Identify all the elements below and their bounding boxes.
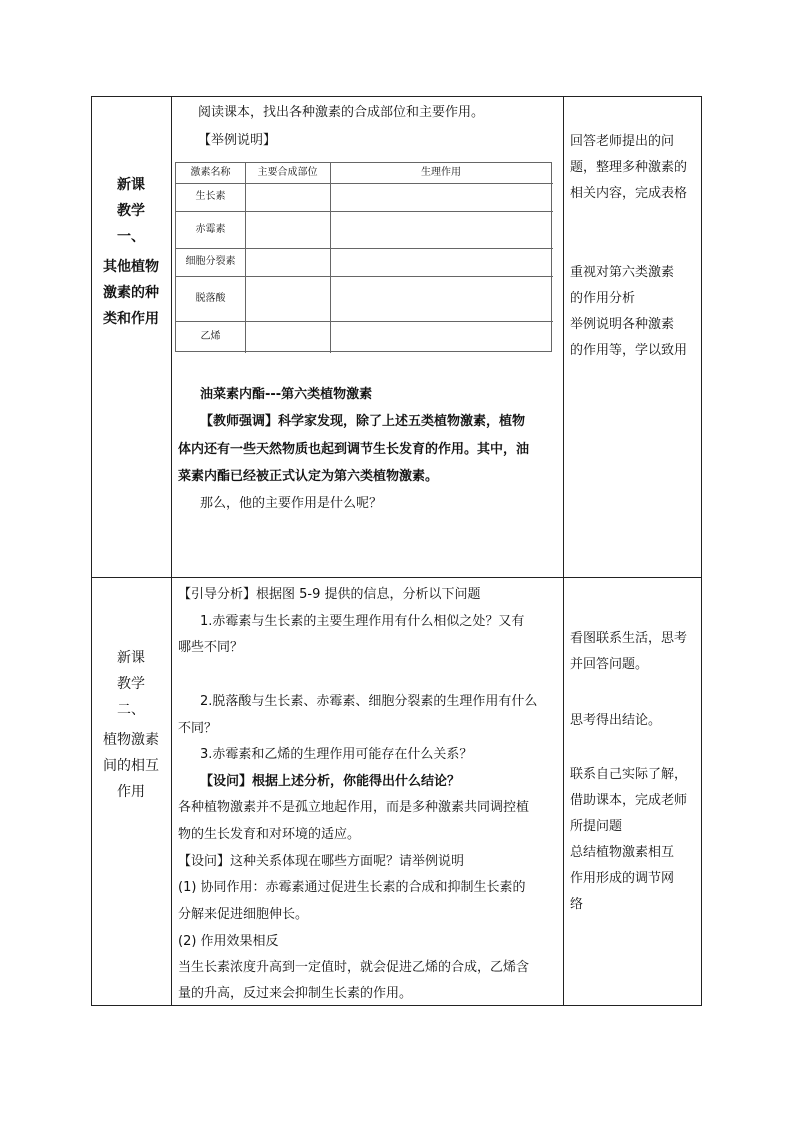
- set-question-2: 【设问】这种关系体现在哪些方面呢？请举例说明: [178, 854, 465, 869]
- student-activity-line: 总结植物激素相互: [570, 845, 675, 860]
- antagonism-line: 量的升高，反过来会抑制生长素的作用。: [178, 986, 413, 1001]
- hormone-name-cell: 乙烯: [200, 331, 221, 342]
- student-activity-line: 看图联系生活，思考: [570, 631, 688, 646]
- table-right-border: [701, 96, 702, 1005]
- student-activity-line: 络: [570, 897, 584, 912]
- student-activity-1b: [570, 260, 687, 364]
- question-text: 那么，他的主要作用是什么呢？: [200, 496, 383, 511]
- teacher-emphasis-line: 【教师强调】科学家发现，除了上述五类植物激素，植物: [200, 414, 526, 429]
- question-1-line: 1.赤霉素与生长素的主要生理作用有什么相似之处？又有: [200, 614, 525, 629]
- student-activity-line: 重视对第六类激素: [570, 265, 675, 280]
- student-activity-line: 作用形成的调节网: [570, 871, 675, 886]
- stage-title-line: 作用: [117, 784, 145, 800]
- hormone-table-header: 激素名称: [190, 167, 231, 178]
- student-activity-line: 回答老师提出的问: [570, 134, 675, 149]
- stage-cell-1: [92, 172, 170, 332]
- stage-label-line: 教学: [117, 676, 145, 692]
- teacher-emphasis-line: 菜素内酯已经被正式认定为第六类植物激素。: [178, 469, 439, 484]
- stage-title-line: 间的相互: [103, 758, 159, 774]
- stage-cell-2: [92, 645, 170, 805]
- question-1-line: 哪些不同？: [178, 640, 244, 655]
- table-col-divider-1: [171, 96, 172, 1005]
- sixth-hormone-title: 油菜素内酯---第六类植物激素: [200, 387, 373, 402]
- example-tag: 【举例说明】: [198, 133, 277, 148]
- hormone-table-header: 生理作用: [421, 167, 461, 178]
- stage-label-line: 新课: [117, 177, 145, 193]
- student-activity-2c: 思考得出结论。: [570, 713, 662, 728]
- question-3-text: 3.赤霉素和乙烯的生理作用可能存在什么关系？: [200, 747, 473, 762]
- antagonism-heading: (2) 作用效果相反: [178, 934, 279, 949]
- stage-label-line: 二、: [117, 702, 145, 718]
- table-col-divider-2: [563, 96, 564, 1005]
- question-2-line: 2.脱落酸与生长素、赤霉素、细胞分裂素的生理作用有什么: [200, 694, 538, 709]
- hormone-table: [175, 162, 552, 352]
- student-activity-line: 的作用分析: [570, 291, 636, 306]
- synergy-line: 分解来促进细胞伸长。: [178, 907, 309, 922]
- guide-analysis-text: 【引导分析】根据图 5-9 提供的信息，分析以下问题: [178, 587, 481, 602]
- stage-label-line: 一、: [117, 229, 145, 245]
- table-bottom-border: [91, 1005, 702, 1006]
- student-activity-line: 联系自己实际了解，: [570, 767, 688, 782]
- antagonism-line: 当生长素浓度升高到一定值时，就会促进乙烯的合成，乙烯含: [178, 960, 530, 975]
- intro-text: 阅读课本，找出各种激素的合成部位和主要作用。: [198, 105, 485, 120]
- stage-title-line: 激素的种: [103, 285, 159, 301]
- hormone-table-col-divider: [245, 163, 246, 353]
- stage-title-line: 植物激素: [103, 732, 159, 748]
- student-activity-2d: [570, 762, 687, 918]
- question-2-line: 不同？: [178, 721, 218, 736]
- stage-label-line: 教学: [117, 203, 145, 219]
- teacher-emphasis-line: 体内还有一些天然物质也起到调节生长发育的作用。其中，油: [178, 442, 530, 457]
- hormone-name-cell: 脱落酸: [195, 293, 226, 304]
- conclusion-line: 物的生长发育和对环境的适应。: [178, 827, 361, 842]
- student-activity-line: 所提问题: [570, 819, 623, 834]
- stage-title-line: 类和作用: [103, 311, 159, 327]
- hormone-table-header: 主要合成部位: [257, 167, 318, 178]
- hormone-name-cell: 赤霉素: [195, 224, 226, 235]
- set-question-1: 【设问】根据上述分析，你能得出什么结论？: [200, 774, 461, 789]
- student-activity-line: 题，整理多种激素的: [570, 160, 688, 175]
- student-activity-line: 举例说明各种激素: [570, 317, 675, 332]
- hormone-name-cell: 细胞分裂素: [185, 256, 236, 267]
- student-activity-1a: [570, 129, 687, 207]
- table-top-border: [91, 96, 702, 97]
- stage-label-line: 新课: [117, 650, 145, 666]
- student-activity-2a: [570, 626, 687, 678]
- student-activity-line: 并回答问题。: [570, 657, 649, 672]
- conclusion-line: 各种植物激素并不是孤立地起作用，而是多种激素共同调控植: [178, 800, 530, 815]
- hormone-name-cell: 生长素: [195, 191, 226, 202]
- student-activity-line: 的作用等，学以致用: [570, 343, 688, 358]
- student-activity-line: 相关内容，完成表格: [570, 186, 688, 201]
- hormone-table-col-divider: [330, 163, 331, 353]
- stage-title-line: 其他植物: [103, 259, 159, 275]
- synergy-line: (1) 协同作用：赤霉素通过促进生长素的合成和抑制生长素的: [178, 880, 526, 895]
- table-row-divider: [91, 577, 702, 578]
- student-activity-line: 借助课本，完成老师: [570, 793, 688, 808]
